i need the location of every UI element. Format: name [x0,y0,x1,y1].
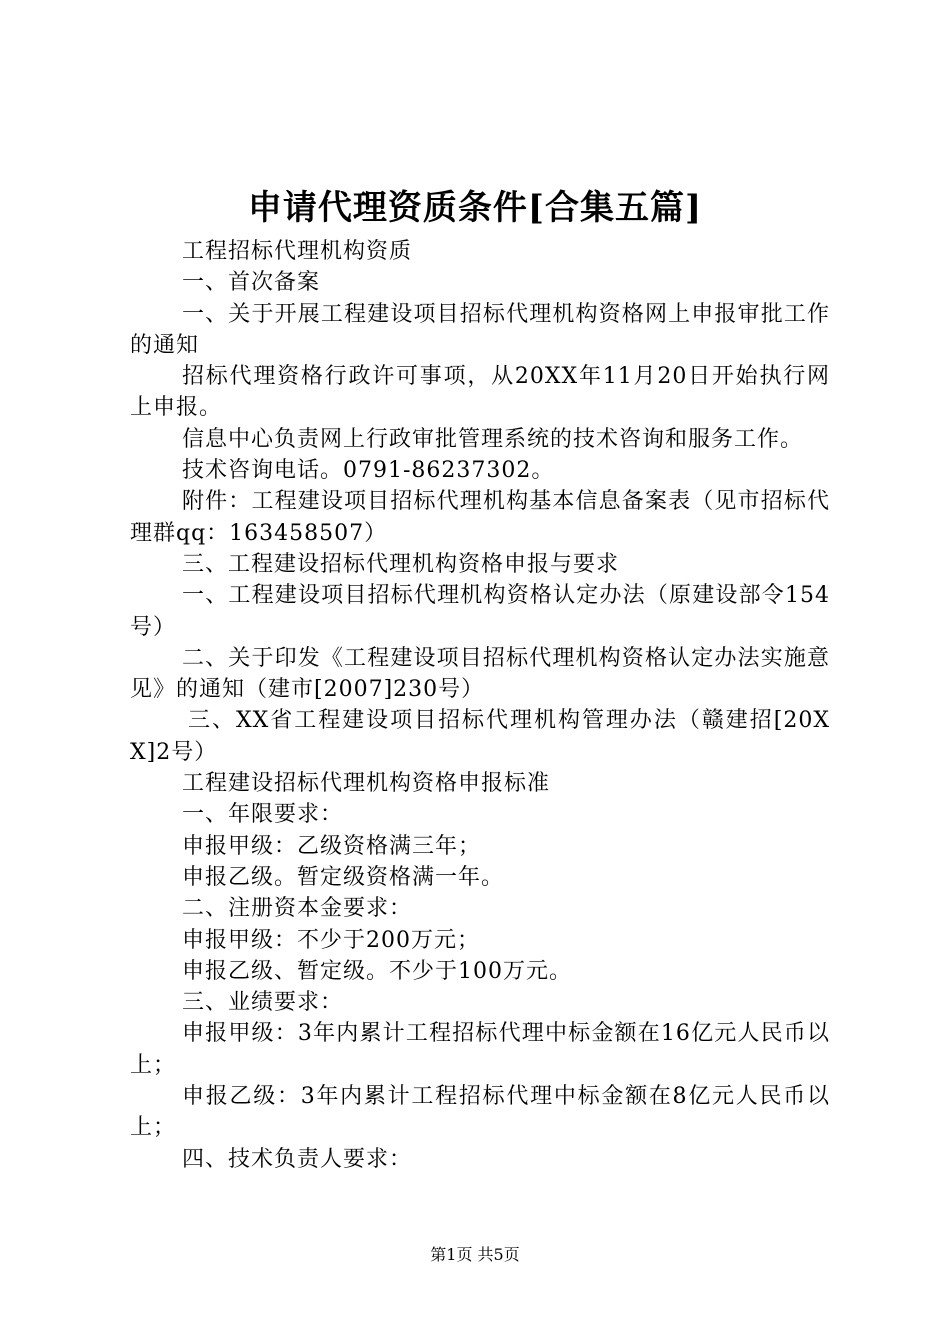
paragraph: 招标代理资格行政许可事项，从20XX年11月20日开始执行网上申报。 [130,364,830,421]
paragraph: 信息中心负责网上行政审批管理系统的技术咨询和服务工作。 [182,426,804,452]
paragraph: 一、年限要求： [182,802,344,828]
page-footer: 第1页 共5页 [430,1245,520,1264]
paragraph: 二、注册资本金要求： [182,896,413,922]
paragraph: 申报甲级：不少于200万元； [182,927,480,953]
paragraph: 三、XX省工程建设项目招标代理机构管理办法（赣建招[20XX]2号） [130,708,830,765]
paragraph: 一、关于开展工程建设项目招标代理机构资格网上申报审批工作的通知 [130,301,830,358]
paragraph: 二、关于印发《工程建设项目招标代理机构资格认定办法实施意见》的通知（建市[2007]230号） [130,645,830,703]
paragraph: 附件：工程建设项目招标代理机构基本信息备案表（见市招标代理群qq：163458507） [130,489,830,546]
paragraph: 一、首次备案 [182,270,321,296]
paragraph: 四、技术负责人要求： [182,1146,413,1172]
paragraph: 申报乙级：3年内累计工程招标代理中标金额在8亿元人民币以上； [130,1084,830,1141]
paragraph: 申报甲级：乙级资格满三年； [182,833,482,859]
document-body [130,236,830,1175]
paragraph: 申报乙级。暂定级资格满一年。 [182,864,505,890]
document-title: 申请代理资质条件[合集五篇] [247,188,703,228]
paragraph: 一、工程建设项目招标代理机构资格认定办法（原建设部令154号） [130,583,830,640]
paragraph: 三、业绩要求： [182,990,344,1016]
paragraph: 申报乙级、暂定级。不少于100万元。 [182,958,572,984]
paragraph: 申报甲级：3年内累计工程招标代理中标金额在16亿元人民币以上； [130,1021,830,1078]
paragraph: 工程建设招标代理机构资格申报标准 [182,771,551,797]
paragraph: 工程招标代理机构资质 [182,239,413,264]
paragraph: 三、工程建设招标代理机构资格申报与要求 [182,551,620,577]
paragraph: 技术咨询电话。0791-86237302。 [182,458,555,484]
